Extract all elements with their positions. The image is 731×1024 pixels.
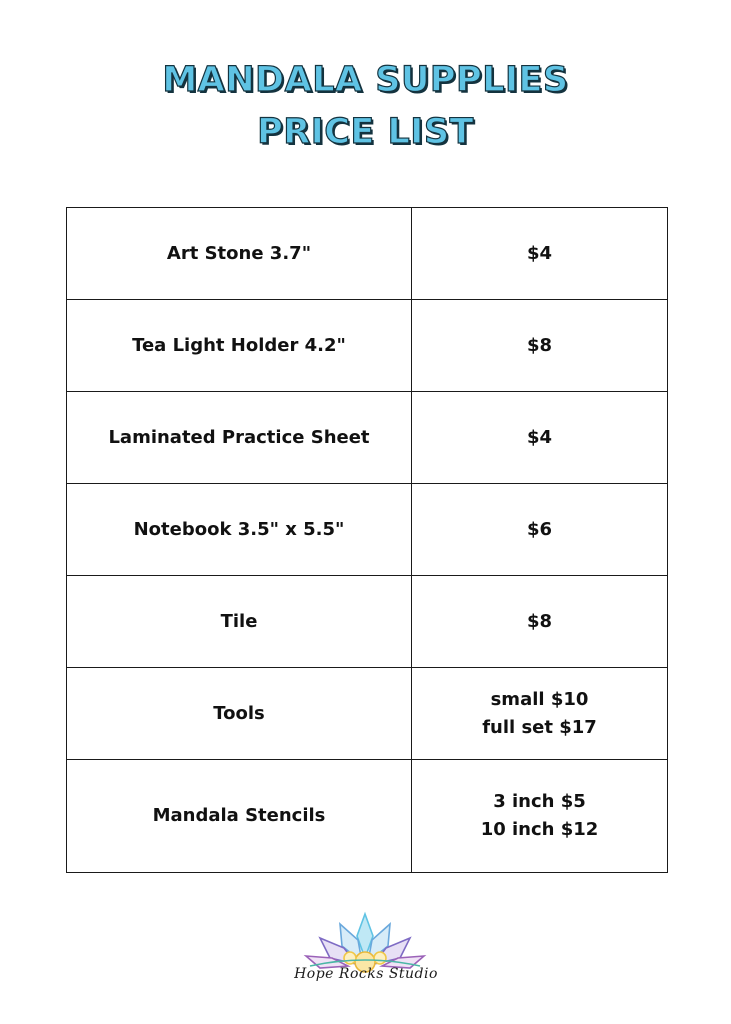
item-price xyxy=(412,300,668,392)
item-name: Tools xyxy=(67,668,412,760)
price-line: small $10 xyxy=(490,688,589,710)
mandala-flower-icon xyxy=(290,906,440,996)
price-line: $4 xyxy=(526,426,553,448)
item-price xyxy=(412,760,668,873)
price-table xyxy=(66,207,668,873)
price-line: $8 xyxy=(526,334,553,356)
item-name: Tile xyxy=(67,576,412,668)
item-name: Tea Light Holder 4.2" xyxy=(67,300,412,392)
table-row xyxy=(67,484,668,576)
item-price xyxy=(412,576,668,668)
item-name: Art Stone 3.7" xyxy=(67,208,412,300)
studio-logo-text: Hope Rocks Studio xyxy=(294,966,438,982)
table-row xyxy=(67,668,668,760)
table-row xyxy=(67,576,668,668)
table-row xyxy=(67,760,668,873)
page-title-line2: PRICE LIST xyxy=(257,112,474,152)
table-row xyxy=(67,300,668,392)
price-line: 3 inch $5 xyxy=(493,791,586,812)
item-name: Notebook 3.5" x 5.5" xyxy=(67,484,412,576)
price-line: $8 xyxy=(526,610,553,632)
item-name: Laminated Practice Sheet xyxy=(67,392,412,484)
price-line: $4 xyxy=(526,242,553,264)
item-price xyxy=(412,392,668,484)
item-price xyxy=(412,208,668,300)
page-title-line1: MANDALA SUPPLIES xyxy=(162,60,569,100)
price-line: $6 xyxy=(526,518,553,540)
price-line: full set $17 xyxy=(482,716,597,738)
item-name: Mandala Stencils xyxy=(67,760,412,873)
table-row xyxy=(67,392,668,484)
item-price xyxy=(412,484,668,576)
price-line: 10 inch $12 xyxy=(480,819,599,840)
item-price xyxy=(412,668,668,760)
table-row xyxy=(67,208,668,300)
